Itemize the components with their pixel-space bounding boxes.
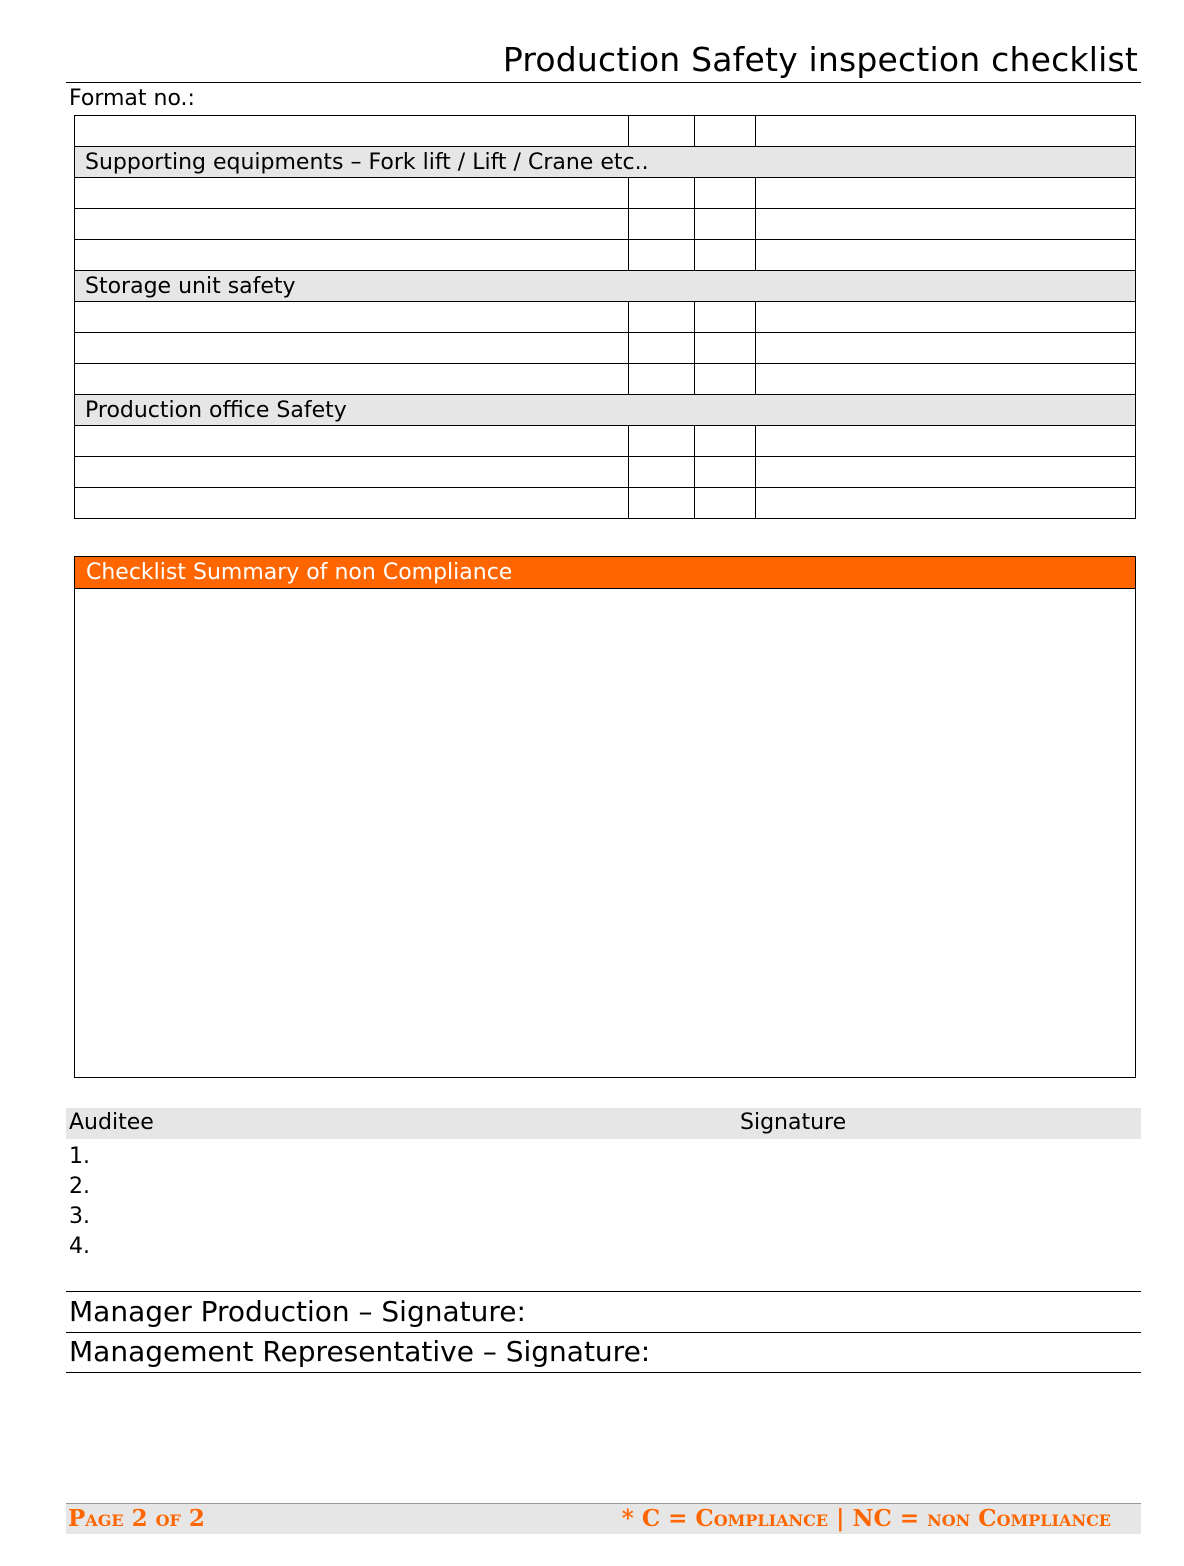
table-cell bbox=[756, 488, 1136, 519]
signature-rule-top bbox=[66, 1291, 1141, 1292]
summary-content-area[interactable] bbox=[75, 589, 1135, 1077]
section-header-storage-unit: Storage unit safety bbox=[75, 271, 1136, 302]
section-header-row bbox=[75, 395, 1136, 426]
table-cell bbox=[695, 209, 756, 240]
section-header-row bbox=[75, 271, 1136, 302]
compliance-legend: * C = Compliance | NC = non Compliance bbox=[621, 1505, 1111, 1532]
signature-rule-bottom bbox=[66, 1372, 1141, 1373]
table-cell bbox=[695, 333, 756, 364]
table-cell bbox=[75, 426, 629, 457]
summary-header: Checklist Summary of non Compliance bbox=[75, 557, 1135, 589]
auditee-header-bar bbox=[66, 1108, 1141, 1139]
table-cell bbox=[756, 116, 1136, 147]
table-row bbox=[75, 116, 1136, 147]
table-cell bbox=[756, 457, 1136, 488]
list-item: 3. bbox=[69, 1204, 90, 1229]
list-item: 2. bbox=[69, 1174, 90, 1199]
list-item: 4. bbox=[69, 1234, 90, 1259]
table-cell bbox=[756, 178, 1136, 209]
signature-label: Signature bbox=[740, 1110, 847, 1135]
table-cell bbox=[75, 240, 629, 271]
checklist-table bbox=[74, 115, 1136, 519]
table-row bbox=[75, 426, 1136, 457]
table-cell bbox=[629, 426, 695, 457]
table-row bbox=[75, 364, 1136, 395]
table-cell bbox=[756, 240, 1136, 271]
table-cell bbox=[75, 364, 629, 395]
table-cell bbox=[695, 457, 756, 488]
table-cell bbox=[75, 116, 629, 147]
table-cell bbox=[629, 116, 695, 147]
table-cell bbox=[695, 178, 756, 209]
table-row bbox=[75, 240, 1136, 271]
table-cell bbox=[629, 240, 695, 271]
table-cell bbox=[695, 116, 756, 147]
table-cell bbox=[695, 240, 756, 271]
document-title: Production Safety inspection checklist bbox=[502, 40, 1138, 79]
table-cell bbox=[756, 426, 1136, 457]
table-cell bbox=[629, 333, 695, 364]
table-cell bbox=[695, 364, 756, 395]
table-row bbox=[75, 209, 1136, 240]
mr-signature-line: Management Representative – Signature: bbox=[69, 1335, 651, 1368]
table-cell bbox=[75, 302, 629, 333]
table-row bbox=[75, 457, 1136, 488]
title-rule bbox=[66, 82, 1141, 83]
table-cell bbox=[629, 209, 695, 240]
table-cell bbox=[629, 178, 695, 209]
auditee-label: Auditee bbox=[69, 1110, 154, 1135]
manager-signature-line: Manager Production – Signature: bbox=[69, 1295, 526, 1328]
table-cell bbox=[75, 178, 629, 209]
table-cell bbox=[75, 209, 629, 240]
auditee-list bbox=[69, 1142, 90, 1262]
signature-rule-middle bbox=[66, 1332, 1141, 1333]
table-cell bbox=[756, 333, 1136, 364]
section-header-supporting-equipments: Supporting equipments – Fork lift / Lift / Crane etc.. bbox=[75, 147, 1136, 178]
table-cell bbox=[695, 426, 756, 457]
table-cell bbox=[629, 302, 695, 333]
table-cell bbox=[75, 488, 629, 519]
table-cell bbox=[629, 364, 695, 395]
page-number: Page 2 of 2 bbox=[68, 1505, 205, 1532]
section-header-row bbox=[75, 147, 1136, 178]
table-cell bbox=[756, 302, 1136, 333]
table-cell bbox=[756, 364, 1136, 395]
page-footer bbox=[66, 1503, 1141, 1534]
section-header-production-office: Production office Safety bbox=[75, 395, 1136, 426]
table-row bbox=[75, 333, 1136, 364]
table-row bbox=[75, 488, 1136, 519]
table-cell bbox=[756, 209, 1136, 240]
table-row bbox=[75, 302, 1136, 333]
table-cell bbox=[695, 488, 756, 519]
list-item: 1. bbox=[69, 1144, 90, 1169]
table-cell bbox=[75, 457, 629, 488]
summary-box bbox=[74, 556, 1136, 1078]
table-row bbox=[75, 178, 1136, 209]
table-cell bbox=[75, 333, 629, 364]
table-cell bbox=[695, 302, 756, 333]
table-cell bbox=[629, 488, 695, 519]
table-cell bbox=[629, 457, 695, 488]
format-number-label: Format no.: bbox=[69, 86, 195, 111]
